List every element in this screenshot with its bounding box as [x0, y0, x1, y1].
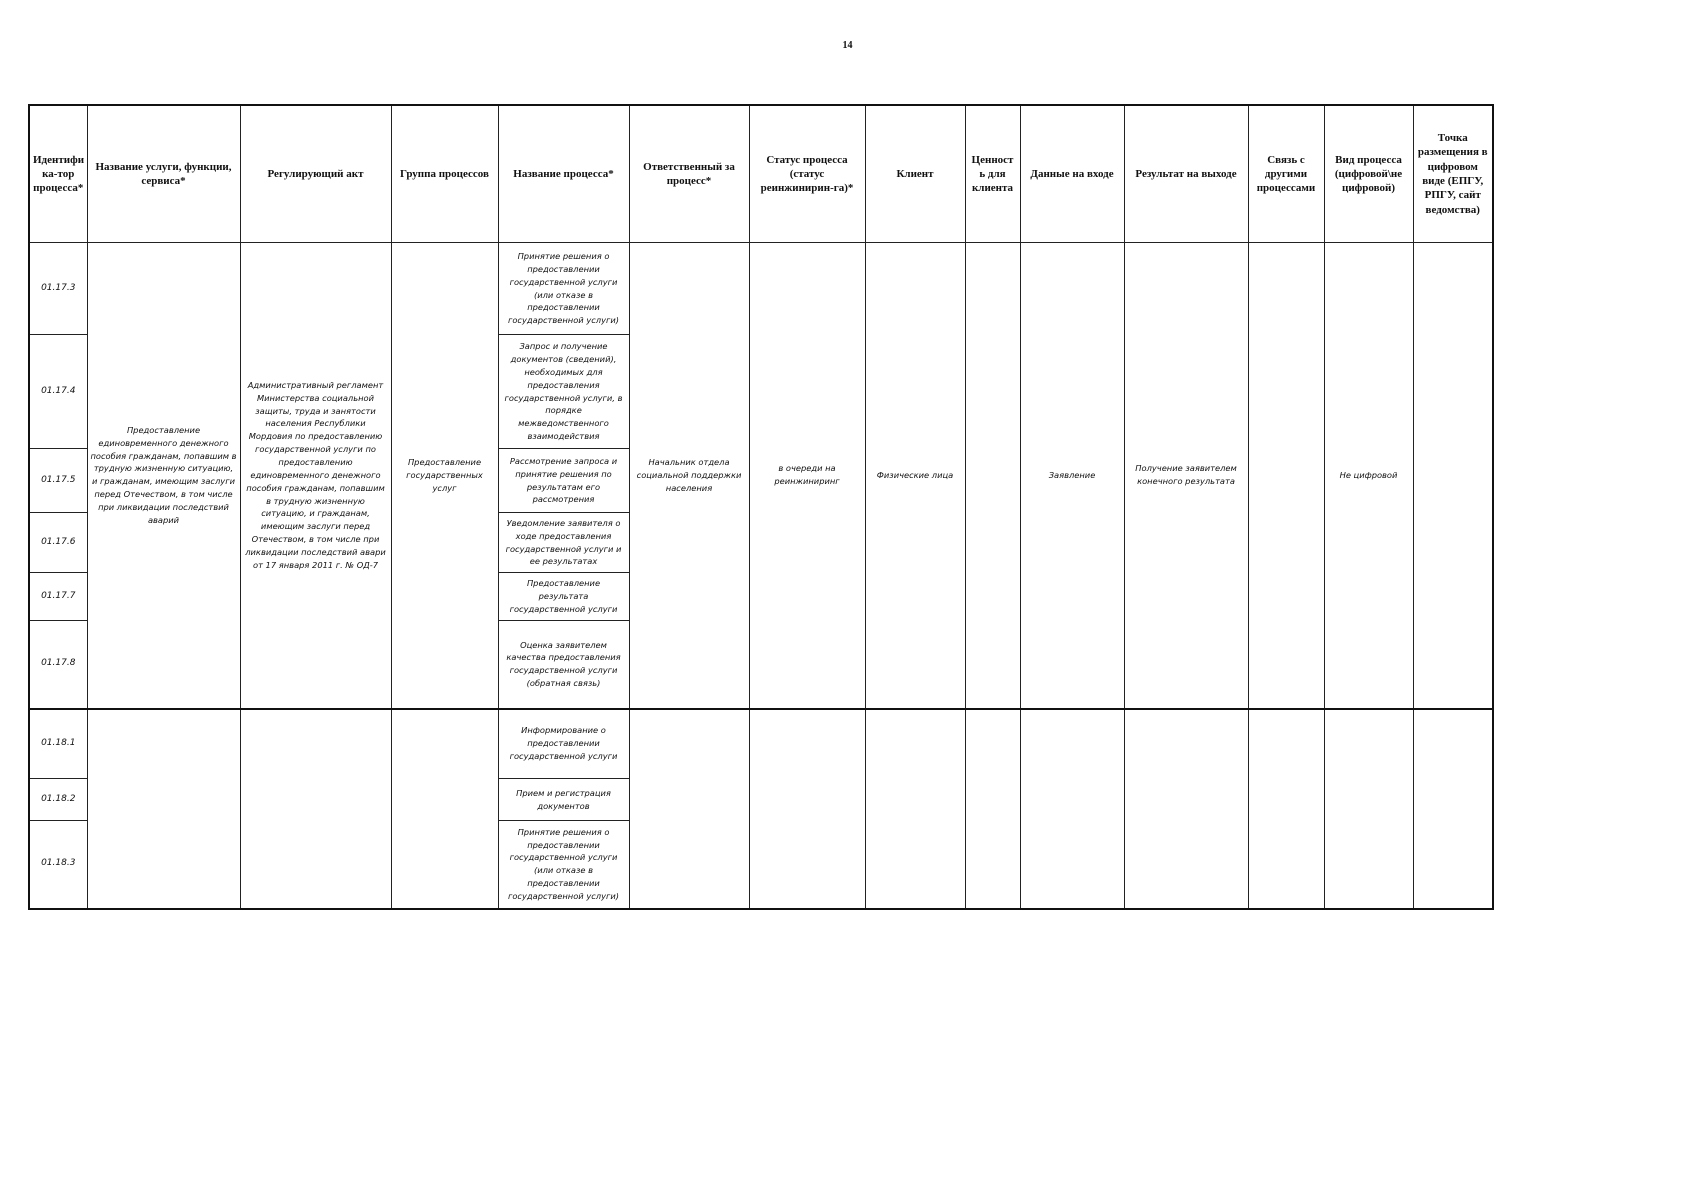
service-name-cell: Предоставление единовременного денежного пособия гражданам, попавшим в трудную жизненную ситуацию, и гражданам, имеющим заслуги перед Отечеством, в том числе при ликвидации последствий аварий	[87, 243, 240, 709]
header-cell-links: Связь с другими процессами	[1248, 105, 1324, 243]
header-cell-client: Клиент	[865, 105, 965, 243]
page-number: 14	[842, 40, 853, 51]
header-cell-service: Название услуги, функции, сервиса*	[87, 105, 240, 243]
header-cell-value: Ценност ь для клиента	[965, 105, 1020, 243]
process-id-cell: 01.17.6	[29, 513, 87, 573]
process-name-cell: Рассмотрение запроса и принятие решения по результатам его рассмотрения	[498, 449, 629, 513]
header-cell-type: Вид процесса (цифровой\не цифровой)	[1324, 105, 1413, 243]
process-id-cell: 01.18.2	[29, 779, 87, 821]
process-id-cell: 01.17.8	[29, 621, 87, 709]
responsible-cell	[629, 709, 749, 909]
process-name-cell: Информирование о предоставлении государственной услуги	[498, 709, 629, 779]
output-result-cell	[1124, 709, 1248, 909]
process-name-cell: Оценка заявителем качества предоставления государственной услуги (обратная связь)	[498, 621, 629, 709]
header-cell-group: Группа процессов	[391, 105, 498, 243]
process-type-cell: Не цифровой	[1324, 243, 1413, 709]
client-cell: Физические лица	[865, 243, 965, 709]
table-row	[29, 243, 1493, 335]
links-cell	[1248, 243, 1324, 709]
input-data-cell: Заявление	[1020, 243, 1124, 709]
table-row	[29, 709, 1493, 779]
header-cell-status: Статус процесса (статус реинжинирин-га)*	[749, 105, 865, 243]
header-cell-responsible: Ответственный за процесс*	[629, 105, 749, 243]
process-id-cell: 01.17.4	[29, 335, 87, 449]
process-name-cell: Принятие решения о предоставлении государственной услуги (или отказе в предоставлении государственной услуги)	[498, 821, 629, 909]
regulating-act-cell: Административный регламент Министерства социальной защиты, труда и занятости населения Республики Мордовия по предоставлению государственной услуги по предоставлению единовременного денежного пособия гражданам, попавшим в трудную жизненную ситуацию, и гражданам, имеющим заслуги перед Отечеством, в том числе при ликвидации последствий авари от 17 января 2011 г. № ОД-7	[240, 243, 391, 709]
header-row	[29, 105, 1493, 243]
process-id-cell: 01.17.5	[29, 449, 87, 513]
status-cell	[749, 709, 865, 909]
header-cell-act: Регулирующий акт	[240, 105, 391, 243]
service-name-cell	[87, 709, 240, 909]
client-value-cell	[965, 243, 1020, 709]
process-id-cell: 01.17.3	[29, 243, 87, 335]
digital-point-cell	[1413, 243, 1493, 709]
header-cell-process: Название процесса*	[498, 105, 629, 243]
regulating-act-cell	[240, 709, 391, 909]
process-id-cell: 01.17.7	[29, 573, 87, 621]
links-cell	[1248, 709, 1324, 909]
process-id-cell: 01.18.1	[29, 709, 87, 779]
responsible-cell: Начальник отдела социальной поддержки населения	[629, 243, 749, 709]
header-cell-input: Данные на входе	[1020, 105, 1124, 243]
process-group-cell: Предоставление государственных услуг	[391, 243, 498, 709]
client-value-cell	[965, 709, 1020, 909]
process-name-cell: Уведомление заявителя о ходе предоставления государственной услуги и ее результатах	[498, 513, 629, 573]
digital-point-cell	[1413, 709, 1493, 909]
client-cell	[865, 709, 965, 909]
process-id-cell: 01.18.3	[29, 821, 87, 909]
process-name-cell: Предоставление результата государственной услуги	[498, 573, 629, 621]
header-cell-id: Идентифи ка-тор процесса*	[29, 105, 87, 243]
process-registry-table	[28, 104, 1494, 910]
header-cell-output: Результат на выходе	[1124, 105, 1248, 243]
status-cell: в очереди на реинжиниринг	[749, 243, 865, 709]
process-type-cell	[1324, 709, 1413, 909]
process-group-cell	[391, 709, 498, 909]
header-cell-digital-point: Точка размещения в цифровом виде (ЕПГУ, РПГУ, сайт ведомства)	[1413, 105, 1493, 243]
process-name-cell: Прием и регистрация документов	[498, 779, 629, 821]
output-result-cell: Получение заявителем конечного результата	[1124, 243, 1248, 709]
process-name-cell: Принятие решения о предоставлении государственной услуги (или отказе в предоставлении государственной услуги)	[498, 243, 629, 335]
process-name-cell: Запрос и получение документов (сведений), необходимых для предоставления государственной услуги, в порядке межведомственного взаимодействия	[498, 335, 629, 449]
input-data-cell	[1020, 709, 1124, 909]
